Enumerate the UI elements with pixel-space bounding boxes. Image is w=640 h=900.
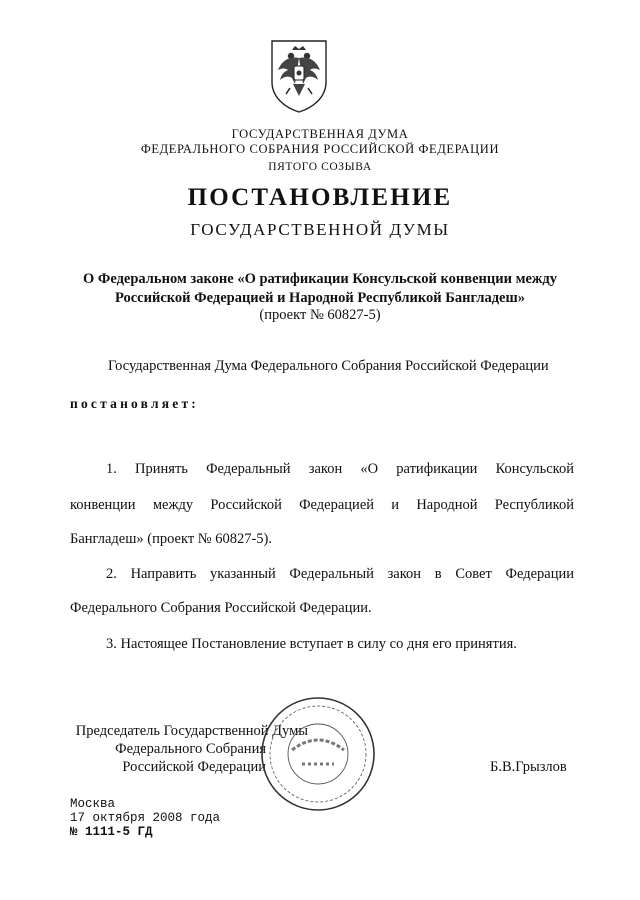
item-3: 3. Настоящее Постановление вступает в силу со дня его принятия. bbox=[106, 636, 517, 652]
signatory-title-1: Председатель Государственной Думы bbox=[75, 723, 308, 739]
item-1-line-3: Бангладеш» (проект № 60827-5). bbox=[70, 531, 273, 547]
org-line-2: ФЕДЕРАЛЬНОГО СОБРАНИЯ РОССИЙСКОЙ ФЕДЕРАЦИИ bbox=[140, 142, 500, 156]
city: Москва bbox=[70, 797, 116, 811]
doc-type-subtitle: ГОСУДАРСТВЕННОЙ ДУМЫ bbox=[190, 220, 450, 239]
signatory-title-2: Федерального Собрания bbox=[115, 741, 266, 757]
official-stamp bbox=[258, 694, 378, 814]
date: 17 октября 2008 года bbox=[70, 811, 221, 825]
heading-line-2: Российской Федерацией и Народной Республикой Бангладеш» bbox=[115, 290, 525, 306]
item-2-line-2: Федерального Собрания Российской Федерации. bbox=[70, 600, 372, 616]
signatory-name: Б.В.Грызлов bbox=[490, 759, 567, 775]
item-1-line-2: конвенции между Российской Федерацией и Народной Республикой bbox=[70, 497, 574, 513]
resolves-text: постановляет: bbox=[70, 396, 199, 411]
item-2-line-1: 2. Направить указанный Федеральный закон в Совет Федерации bbox=[106, 566, 574, 582]
doc-number: № 1111-5 ГД bbox=[70, 825, 153, 839]
project-number: (проект № 60827-5) bbox=[259, 307, 381, 323]
doc-type-title: ПОСТАНОВЛЕНИЕ bbox=[187, 184, 453, 211]
heading-line-1: О Федеральном законе «О ратификации Консульской конвенции между bbox=[82, 271, 558, 287]
intro-text: Государственная Дума Федерального Собрания Российской Федерации bbox=[108, 358, 549, 374]
signatory-title-3: Российской Федерации bbox=[122, 759, 266, 775]
org-line-1: ГОСУДАРСТВЕННАЯ ДУМА bbox=[231, 127, 409, 141]
org-line-3: ПЯТОГО СОЗЫВА bbox=[268, 161, 372, 173]
coat-of-arms-icon bbox=[268, 38, 330, 114]
item-1-line-1: 1. Принять Федеральный закон «О ратификации Консульской bbox=[106, 461, 574, 477]
